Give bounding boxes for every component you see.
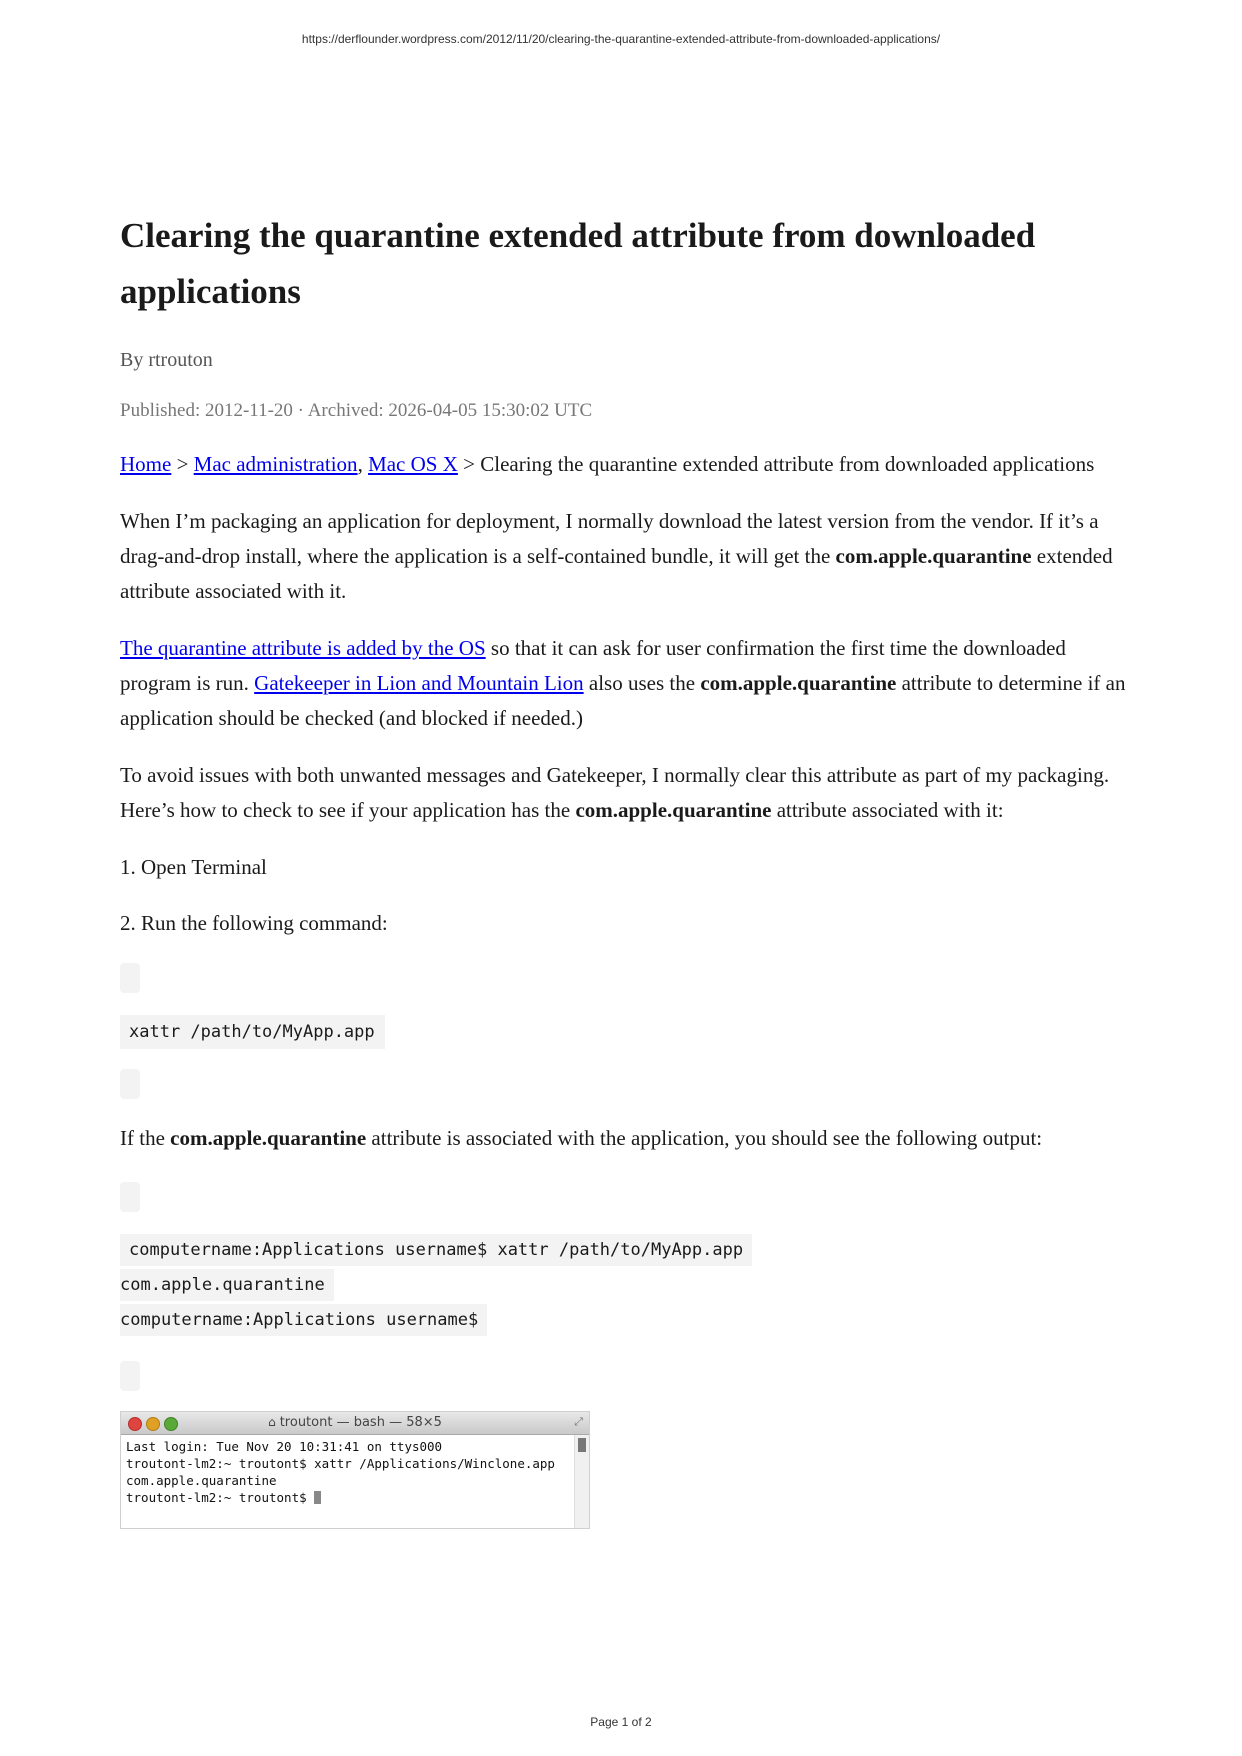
output-line: computername:Applications username$ <box>120 1304 487 1336</box>
terminal-line: com.apple.quarantine <box>126 1473 277 1488</box>
para-text: attribute is associated with the application, you should see the following output: <box>366 1126 1043 1150</box>
para-text: also uses the <box>583 671 701 695</box>
code-spacer <box>120 1361 140 1391</box>
author-byline: By rtrouton <box>120 349 213 371</box>
terminal-titlebar <box>121 1412 589 1435</box>
para-text: extended attribute associated with it. <box>120 544 1113 603</box>
bold-term: com.apple.quarantine <box>575 798 772 822</box>
terminal-cursor <box>314 1491 321 1504</box>
breadcrumb-home-link[interactable]: Home <box>120 452 172 476</box>
code-spacer <box>120 963 140 993</box>
bold-term: com.apple.quarantine <box>835 544 1032 568</box>
quarantine-os-link[interactable]: The quarantine attribute is added by the OS <box>120 636 486 660</box>
terminal-line: Last login: Tue Nov 20 10:31:41 on ttys000 <box>126 1439 443 1454</box>
code-spacer <box>120 1069 140 1099</box>
step-1: 1. Open Terminal <box>120 855 267 879</box>
gatekeeper-paragraph <box>120 631 1130 736</box>
terminal-line: troutont-lm2:~ troutont$ <box>126 1490 315 1505</box>
gatekeeper-link[interactable]: Gatekeeper in Lion and Mountain Lion <box>254 671 584 695</box>
publish-meta: Published: 2012-11-20 · Archived: 2026-04-05 15:30:02 UTC <box>120 400 593 421</box>
terminal-title-wrap <box>121 1415 589 1430</box>
breadcrumb-separator: > <box>171 452 194 476</box>
output-line: com.apple.quarantine <box>120 1269 334 1301</box>
breadcrumb-current: Clearing the quarantine extended attribute from downloaded applications <box>480 452 1095 476</box>
terminal-line: troutont-lm2:~ troutont$ xattr /Applications/Winclone.app <box>126 1456 555 1471</box>
para-text: so that it can ask for user confirmation the first time the downloaded program is run. <box>120 636 1066 695</box>
para-text: attribute to determine if an application should be checked (and blocked if needed.) <box>120 671 1126 730</box>
para-text: When I’m packaging an application for deployment, I normally download the latest version from the vendor. If it’s a drag-and-drop install, where the application is a self-contained bundle, it will get the <box>120 509 1099 568</box>
terminal-prompt-line <box>126 1489 584 1506</box>
fullscreen-icon: ⤢ <box>574 1415 583 1428</box>
terminal-screenshot <box>120 1411 590 1529</box>
page-number: Page 1 of 2 <box>590 1715 652 1729</box>
para-text: To avoid issues with both unwanted messages and Gatekeeper, I normally clear this attribute as part of my packaging. Here’s how to check to see if your application has the <box>120 763 1110 822</box>
article <box>120 208 1130 1529</box>
page-title: Clearing the quarantine extended attribute from downloaded applications <box>120 216 1036 311</box>
bold-term: com.apple.quarantine <box>170 1126 367 1150</box>
bold-term: com.apple.quarantine <box>700 671 897 695</box>
command-code: xattr /path/to/MyApp.app <box>120 1015 385 1049</box>
breadcrumb-separator: > <box>457 452 481 476</box>
breadcrumb-mac-os-x-link[interactable]: Mac OS X <box>368 452 458 476</box>
avoid-issues-paragraph <box>120 758 1130 828</box>
para-text: If the <box>120 1126 171 1150</box>
breadcrumb-mac-administration-link[interactable]: Mac administration <box>193 452 358 476</box>
breadcrumb <box>120 447 1130 482</box>
terminal-scroll-thumb <box>578 1438 586 1452</box>
output-code-block <box>120 1234 1130 1339</box>
terminal-title: troutont — bash — 58×5 <box>279 1415 442 1430</box>
step-2: 2. Run the following command: <box>120 911 388 935</box>
home-icon: ⌂ <box>268 1415 276 1429</box>
intro-paragraph <box>120 504 1130 609</box>
code-spacer <box>120 1182 140 1212</box>
terminal-body <box>121 1435 589 1509</box>
output-intro-paragraph <box>120 1121 1130 1156</box>
para-text: attribute associated with it: <box>771 798 1004 822</box>
output-line: computername:Applications username$ xattr /path/to/MyApp.app <box>120 1234 752 1266</box>
page-url-header: https://derflounder.wordpress.com/2012/11/20/clearing-the-quarantine-extended-attribute-from-downloaded-applications/ <box>301 32 941 46</box>
breadcrumb-comma: , <box>357 452 369 476</box>
